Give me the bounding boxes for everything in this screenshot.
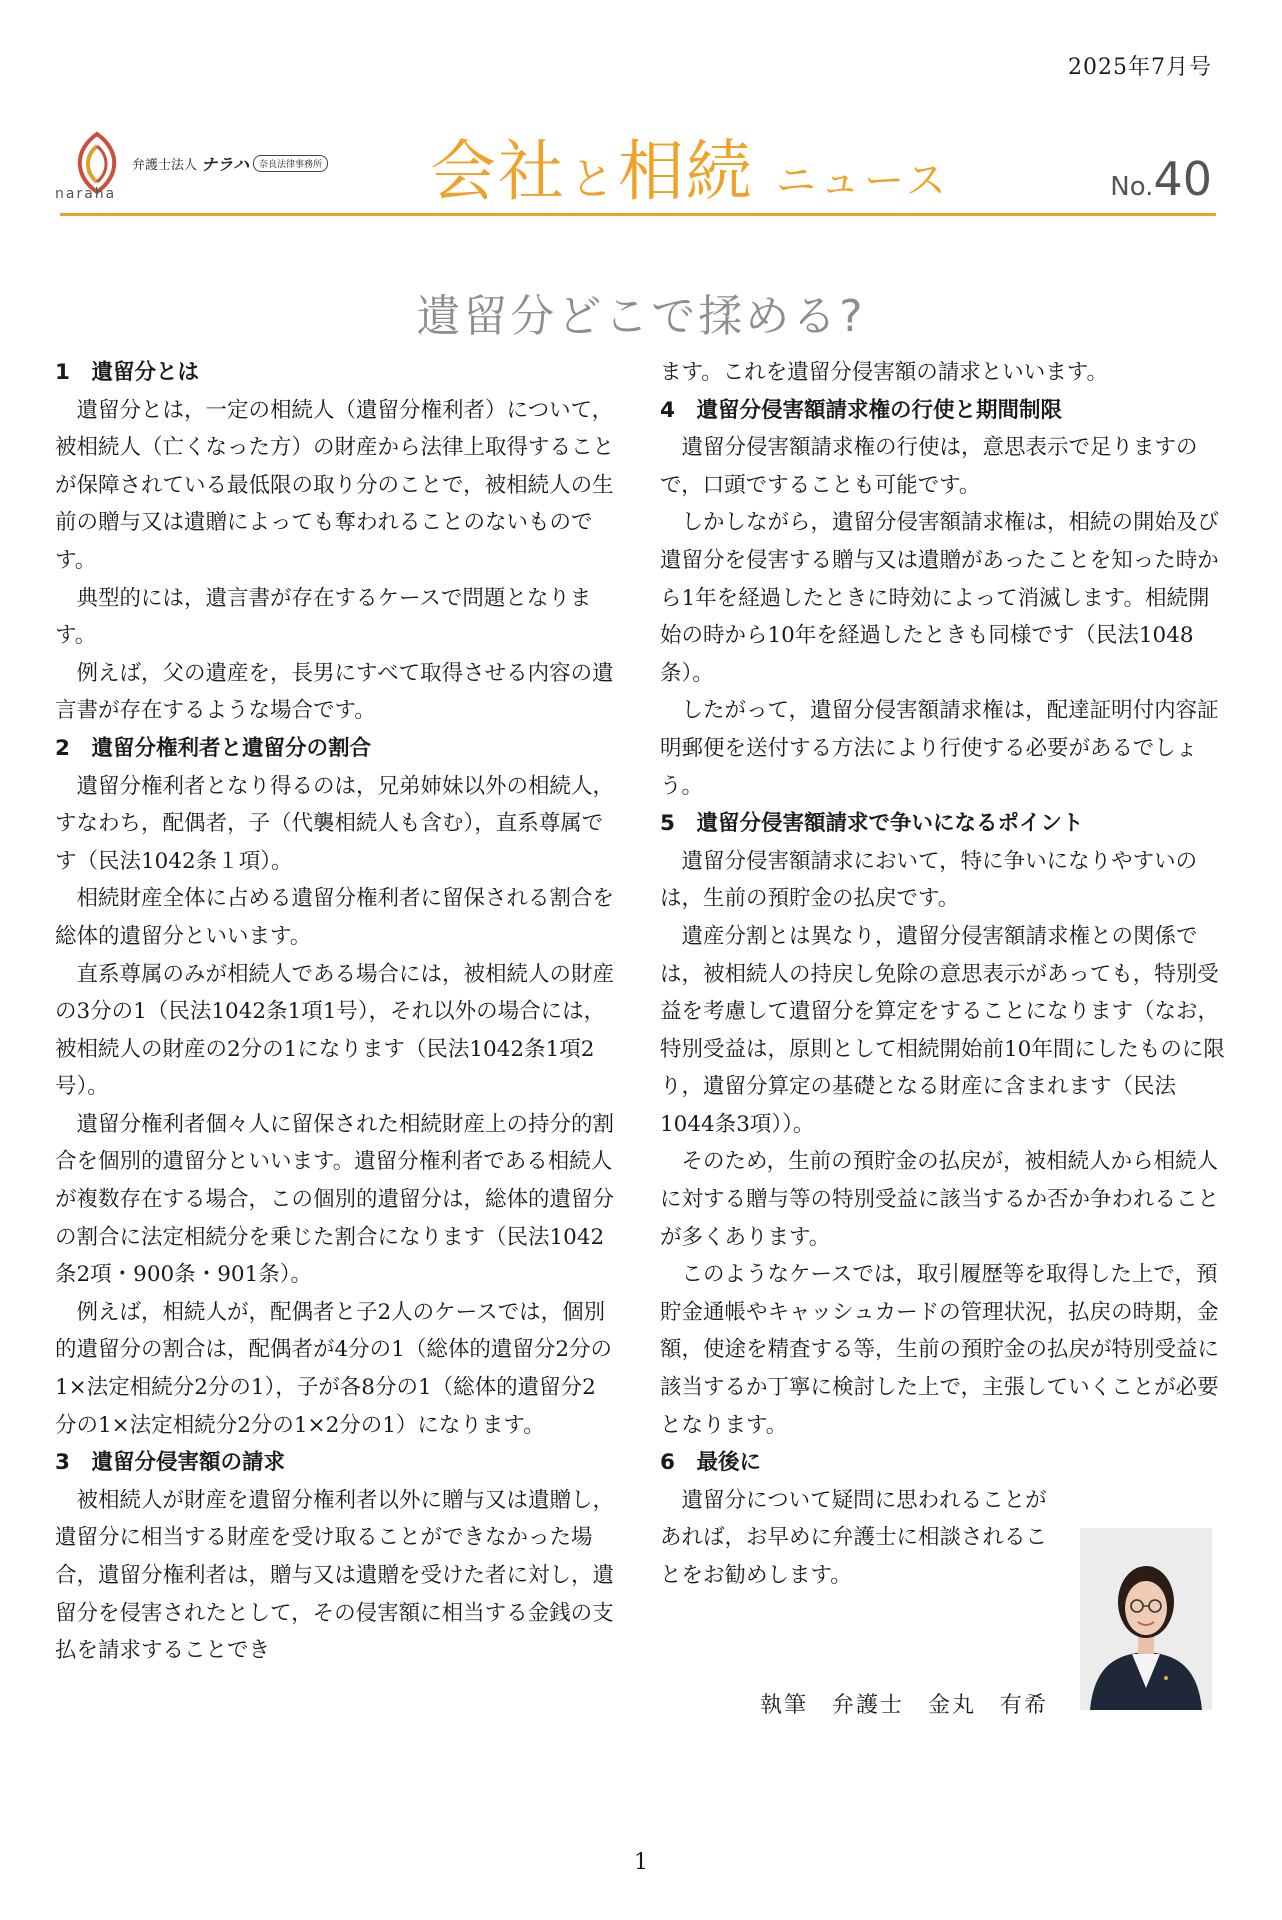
paragraph: 被相続人が財産を遺留分権利者以外に贈与又は遺贈し，遺留分に相当する財産を受け取ることができなかった場合，遺留分権利者は，贈与又は遺贈を受けた者に対し，遺留分を侵害されたとして，その侵害額に相当する金銭の支払を請求することでき [55, 1487, 615, 1664]
left-column [55, 354, 615, 1670]
paragraph: 遺留分権利者となり得るのは，兄弟姉妹以外の相続人，すなわち，配偶者，子（代襲相続人も含む），直系尊属です（民法1042条１項）。 [55, 773, 615, 874]
section-heading: 2 遺留分権利者と遺留分の割合 [55, 735, 371, 761]
section-heading: 1 遺留分とは [55, 360, 199, 385]
section-heading: 5 遺留分侵害額請求で争いになるポイント [660, 811, 1084, 837]
issue-number [1110, 152, 1212, 206]
issue-no-value: 40 [1153, 152, 1212, 206]
paragraph: 相続財産全体に占める遺留分権利者に留保される割合を総体的遺留分といいます。 [55, 886, 615, 949]
logo-wordmark: naraha [55, 186, 117, 202]
paragraph: 遺留分について疑問に思われることがあれば，お早めに弁護士に相談されることをお勧めします。 [660, 1487, 1048, 1588]
masthead-title [430, 118, 950, 213]
paragraph: 直系尊属のみが相続人である場合には，被相続人の財産の3分の1（民法1042条1項1号），それ以外の場合には，被相続人の財産の2分の1になります（民法1042条1項2号）。 [55, 961, 615, 1100]
paragraph: したがって，遺留分侵害額請求権は，配達証明付内容証明郵便を送付する方法により行使する必要があるでしょう。 [660, 698, 1219, 799]
masthead-divider [60, 213, 1216, 216]
firm-short-name: ナラハ [201, 155, 250, 174]
right-column [660, 354, 1225, 1595]
paragraph: 遺留分権利者個々人に留保された相続財産上の持分的割合を個別的遺留分といいます。遺留分権利者である相続人が複数存在する場合，この個別的遺留分は，総体的遺留分の割合に法定相続分を乗じた割合になります（民法1042条2項・900条・901条）。 [55, 1111, 615, 1288]
page-number: 1 [634, 1850, 648, 1875]
section-heading: 3 遺留分侵害額の請求 [55, 1450, 285, 1476]
author-photo [1080, 1528, 1212, 1710]
paragraph: 遺留分とは，一定の相続人（遺留分権利者）について，被相続人（亡くなった方）の財産から法律上取得することが保障されている最低限の取り分のことで，被相続人の生前の贈与又は遺贈によっても奪われることのないものです。 [55, 397, 615, 573]
section-heading: 4 遺留分侵害額請求権の行使と期間制限 [660, 397, 1062, 423]
paragraph: ます。これを遺留分侵害額の請求といいます。 [660, 360, 1109, 385]
firm-prefix: 弁護士法人 [132, 158, 198, 173]
paragraph: 例えば，父の遺産を，長男にすべて取得させる内容の遺言書が存在するような場合です。 [55, 660, 614, 724]
masthead-news: ニュース [776, 158, 950, 204]
masthead-connector: と [570, 154, 614, 205]
paragraph: 遺留分侵害額請求において，特に争いになりやすいのは，生前の預貯金の払戻です。 [660, 848, 1198, 912]
article-headline: 遺留分どこで揉める? [416, 291, 866, 342]
paragraph: しかしながら，遺留分侵害額請求権は，相続の開始及び遺留分を侵害する贈与又は遺贈があったことを知った時から1年を経過したときに時効によって消滅します。相続開始の時から10年を経過したときも同様です（民法1048条）。 [660, 510, 1220, 686]
section-heading: 6 最後に [660, 1450, 761, 1476]
paragraph: そのため，生前の預貯金の払戻が，被相続人から相続人に対する贈与等の特別受益に該当するか否か争われることが多くあります。 [660, 1149, 1220, 1250]
issue-no-label: No. [1110, 172, 1154, 202]
paragraph: 遺留分侵害額請求権の行使は，意思表示で足りますので，口頭ですることも可能です。 [660, 435, 1198, 498]
masthead-part1: 会社 [430, 133, 566, 210]
issue-date: 2025年7月号 [1068, 55, 1212, 80]
paragraph: 典型的には，遺言書が存在するケースで問題となります。 [55, 585, 592, 649]
firm-name [132, 152, 328, 175]
paragraph: 遺産分割とは異なり，遺留分侵害額請求権との関係では，被相続人の持戻し免除の意思表示があっても，特別受益を考慮して遺留分を算定をすることになります（なお，特別受益は，原則として相続開始前10年間にしたものに限り，遺留分算定の基礎となる財産に含まれます（民法1044条3項））。 [660, 923, 1225, 1137]
masthead-part2: 相続 [618, 133, 754, 210]
firm-office-badge: 奈良法律事務所 [253, 155, 328, 172]
paragraph: 例えば，相続人が，配偶者と子2人のケースでは，個別的遺留分の割合は，配偶者が4分の1（総体的遺留分2分の1×法定相続分2分の1），子が各8分の1（総体的遺留分2分の1×法定相続分2分の1×2分の1）になります。 [55, 1299, 613, 1438]
author-byline: 執筆 弁護士 金丸 有希 [760, 1693, 1049, 1718]
paragraph: このようなケースでは，取引履歴等を取得した上で，預貯金通帳やキャッシュカードの管理状況，払戻の時期，金額，使途を精査する等，生前の預貯金の払戻が特別受益に該当するか丁寧に検討した上で，主張していくことが必要となります。 [660, 1262, 1220, 1438]
